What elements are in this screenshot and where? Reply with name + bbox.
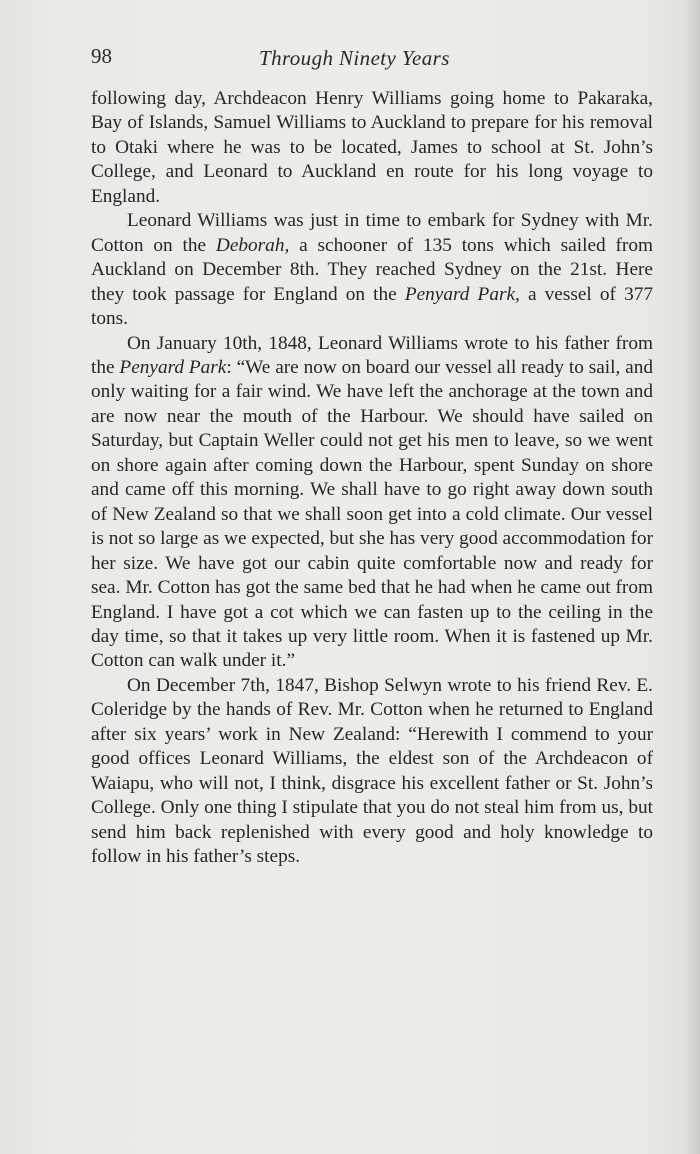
paragraph-text: Leonard Williams was just in time to embark for Sydney with Mr. Cotton on the [91,210,653,256]
paragraph-text: On January 10th, 1848, Leonard Williams wrote to his father from the [91,332,653,378]
paragraph-bishop-selwyn-letter [91,674,653,870]
ship-name-deborah: Deborah, [215,234,290,256]
paragraph-continued [91,87,653,209]
paragraph-text: : “We are now on board our vessel all ready to sail, and only waiting for a fair wind. We have left the anchorage at the town and are now near the mouth of the Harbour. We should have sailed on Saturday, but Captain Weller could not get his men to leave, so we went on shore again after coming down the Harbour, spent Sunday on shore and came off this morning. We shall have to go right away down south of New Zealand so that we shall soon get into a cold climate. Our vessel is not so large as we expected, but she has very good accommodation for her size. We have got our cabin quite comfortable now and ready for sea. Mr. Cotton has got the same bed that he had when he came out from England. I have got a cot which we can fasten up to the ceiling in the day time, so that it takes up very little room. When it is fastened up Mr. Cotton can walk under it.” [91,356,653,672]
paragraph-deborah-voyage [91,209,653,331]
body-text [91,87,653,870]
paragraph-text: On December 7th, 1847, Bishop Selwyn wrote to his friend Rev. E. Coleridge by the hands of Rev. Mr. Cotton when he returned to England after six years’ work in New Zealand: “Herewith I commend to your good offices Leonard Williams, the eldest son of the Archdeacon of Waiapu, who will not, I think, disgrace his excellent father or St. John’s College. Only one thing I stipulate that you do not steal him from us, but send him back replenished with every good and holy knowledge to follow in his father’s steps. [91,674,653,868]
ship-name-penyard-park: Penyard Park [119,356,227,378]
running-title: Through Ninety Years [259,46,450,70]
paragraph-text: a vessel of 377 tons. [91,283,653,330]
paragraph-letter-to-father [91,332,653,674]
paragraph-text: following day, Archdeacon Henry Williams going home to Pakaraka, Bay of Islands, Samuel Williams to Auckland to prepare for his removal to Otaki where he was to be located, James to school at St. John’s College, and Leonard to Auckland en route for his long voyage to England. [91,88,653,207]
paragraph-text: a schooner of 135 tons which sailed from Auckland on December 8th. They reached Sydney on the 21st. Here they took passage for England on the [91,234,653,305]
page-edge-shadow [686,0,700,1154]
page-number: 98 [91,44,112,68]
page-header [91,44,653,74]
ship-name-penyard-park: Penyard Park, [404,283,520,305]
